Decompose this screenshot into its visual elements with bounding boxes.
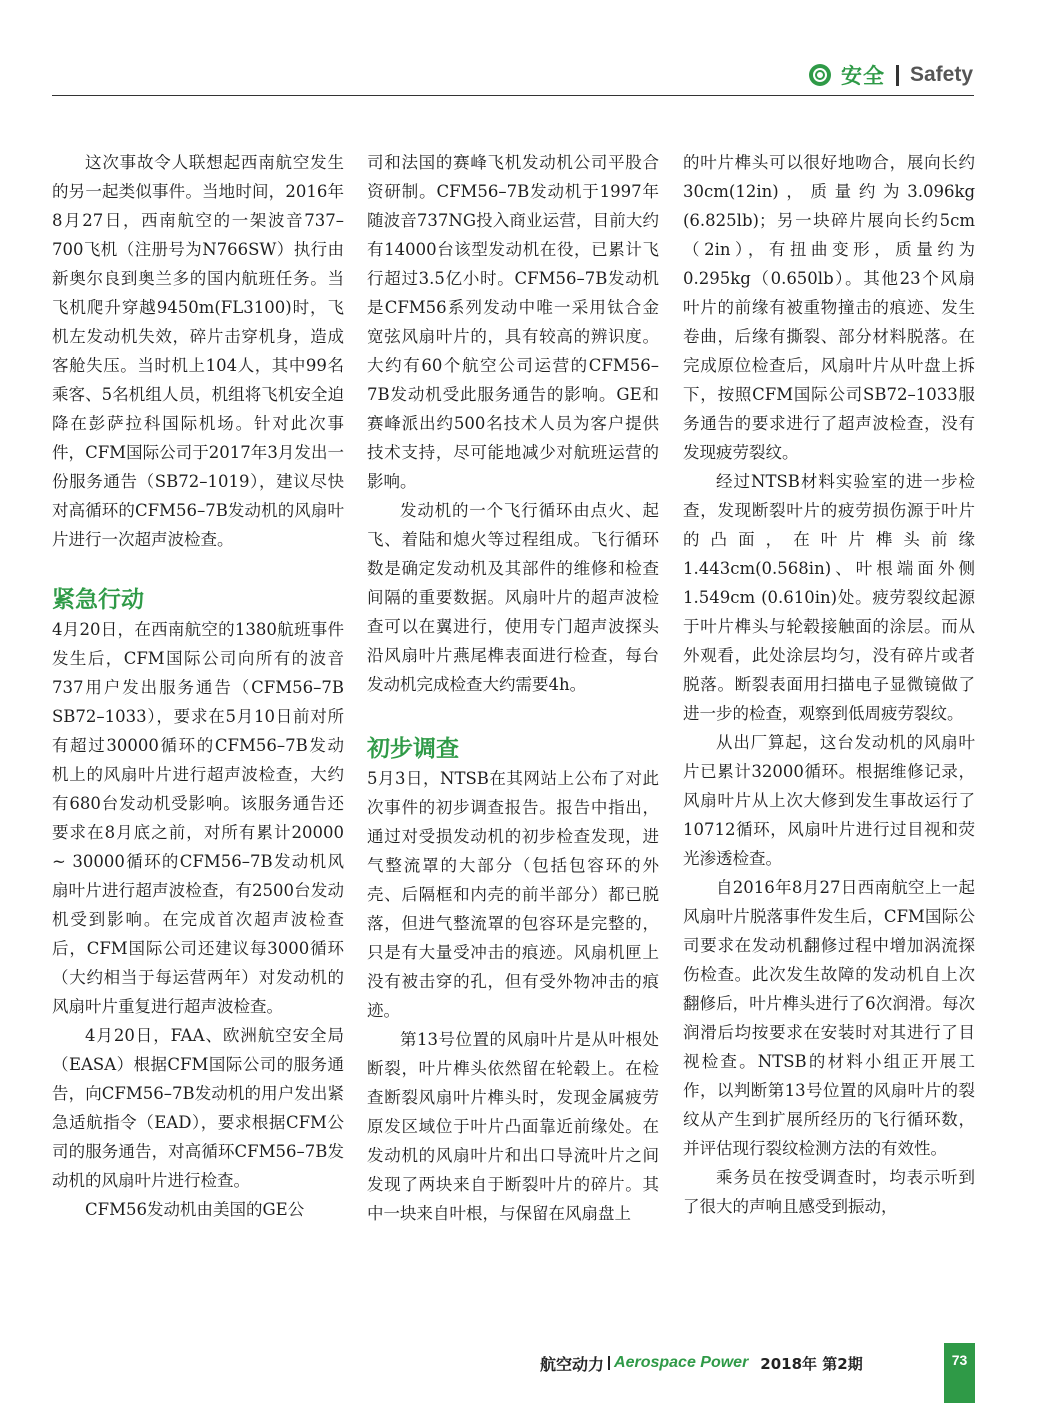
paragraph: 这次事故令人联想起西南航空发生的另一起类似事件。当地时间，2016年8月27日，西南航空的一架波音737–700飞机（注册号为N766SW）执行由新奥尔良到奥兰多的国内航班任务。当飞机爬升穿越9450m(FL3100)时，飞机左发动机失效，碎片击穿机身，造成客舱失压。当时机上104人，其中99名乘客、5名机组人员，机组将飞机安全迫降在彭萨拉科国际机场。针对此次事件，CFM国际公司于2017年3月发出一份服务通告（SB72–1019），建议尽快对高循环的CFM56–7B发动机的风扇叶片进行一次超声波检查。 bbox=[52, 153, 344, 549]
paragraph: 从出厂算起，这台发动机的风扇叶片已累计32000循环。根据维修记录，风扇叶片从上次大修到发生事故运行了10712循环，风扇叶片进行过目视和荧光渗透检查。 bbox=[683, 733, 975, 868]
section-heading-preliminary-investigation: 初步调查 bbox=[367, 736, 459, 762]
paragraph: 经过NTSB材料实验室的进一步检查，发现断裂叶片的疲劳损伤源于叶片的凸面，在叶片榫头前缘1.443cm(0.568in)、叶根端面外侧1.549cm (0.610in)处。疲劳裂纹起源于叶片榫头与轮毂接触面的涂层。而从外观看，此处涂层均匀，没有碎片或者脱落。断裂表面用扫描电子显微镜做了进一步的检查，观察到低周疲劳裂纹。 bbox=[683, 472, 975, 723]
section-header bbox=[809, 60, 973, 90]
paragraph: 自2016年8月27日西南航空上一起风扇叶片脱落事件发生后，CFM国际公司要求在发动机翻修过程中增加涡流探伤检查。此次发生故障的发动机自上次翻修后，叶片榫头进行了6次润滑。每次润滑后均按要求在安装时对其进行了目视检查。NTSB的材料小组正开展工作，以判断第13号位置的风扇叶片的裂纹从产生到扩展所经历的飞行循环数，并评估现行裂纹检测方法的有效性。 bbox=[683, 878, 975, 1158]
header-rule bbox=[52, 95, 974, 96]
section-title-en: Safety bbox=[909, 63, 973, 86]
section-title-cn: 安全 bbox=[840, 64, 885, 88]
paragraph: 5月3日，NTSB在其网站上公布了对此次事件的初步调查报告。报告中指出，通过对受损发动机的初步检查发现，进气整流罩的大部分（包括包容环的外壳、后隔框和内壳的前半部分）都已脱落，但进气整流罩的包容环是完整的，只是有大量受冲击的痕迹。风扇机匣上没有被击穿的孔，但有受外物冲击的痕迹。 bbox=[367, 769, 659, 1020]
paragraph: 4月20日，FAA、欧洲航空安全局（EASA）根据CFM国际公司的服务通告，向CFM56–7B发动机的用户发出紧急适航指令（EAD），要求根据CFM公司的服务通告，对高循环CFM56–7B发动机的风扇叶片进行检查。 bbox=[52, 1026, 344, 1190]
section-divider bbox=[896, 65, 899, 86]
paragraph: CFM56发动机由美国的GE公 bbox=[85, 1200, 305, 1219]
issue-label: 2018年 第2期 bbox=[760, 1354, 863, 1373]
paragraph: 发动机的一个飞行循环由点火、起飞、着陆和熄火等过程组成。飞行循环数是确定发动机及其部件的维修和检查间隔的重要数据。风扇叶片的超声波检查可以在翼进行，使用专门超声波探头沿风扇叶片燕尾榫表面进行检查，每台发动机完成检查大约需要4h。 bbox=[367, 501, 659, 694]
journal-name-cn: 航空动力 bbox=[540, 1354, 605, 1374]
text-column-3 bbox=[683, 148, 975, 1221]
paragraph: 乘务员在按受调查时，均表示听到了很大的声响且感受到振动， bbox=[683, 1168, 975, 1216]
text-column-2 bbox=[367, 148, 659, 1228]
journal-footer bbox=[540, 1350, 863, 1376]
journal-name-en: Aerospace Power bbox=[614, 1354, 749, 1371]
paragraph: 司和法国的赛峰飞机发动机公司平股合资研制。CFM56–7B发动机于1997年随波音737NG投入商业运营，目前大约有14000台该型发动机在役，已累计飞行超过3.5亿小时。CFM56–7B发动机是CFM56系列发动中唯一采用钛合金宽弦风扇叶片的，具有较高的辨识度。大约有60个航空公司运营的CFM56–7B发动机受此服务通告的影响。GE和赛峰派出约500名技术人员为客户提供技术支持，尽可能地减少对航班运营的影响。 bbox=[367, 153, 659, 491]
paragraph: 第13号位置的风扇叶片是从叶根处断裂，叶片榫头依然留在轮毂上。在检查断裂风扇叶片榫头时，发现金属疲劳原发区域位于叶片凸面靠近前缘处。在发动机的风扇叶片和出口导流叶片之间发现了两块来自于断裂叶片的碎片。其中一块来自叶根，与保留在风扇盘上 bbox=[367, 1030, 659, 1223]
journal-divider bbox=[608, 1356, 610, 1370]
text-column-1 bbox=[52, 148, 344, 1224]
section-heading-emergency-action: 紧急行动 bbox=[52, 587, 144, 613]
section-emblem-icon bbox=[809, 64, 831, 86]
page-number: 73 bbox=[944, 1343, 975, 1403]
paragraph: 4月20日，在西南航空的1380航班事件发生后，CFM国际公司向所有的波音737用户发出服务通告（CFM56–7B SB72–1033），要求在5月10日前对所有超过30000循环的CFM56–7B发动机上的风扇叶片进行超声波检查，大约有680台发动机受影响。该服务通告还要求在8月底之前，对所有累计20000 ~ 30000循环的CFM56–7B发动机风扇叶片进行超声波检查，有2500台发动机受到影响。在完成首次超声波检查后，CFM国际公司还建议每3000循环（大约相当于每运营两年）对发动机的风扇叶片重复进行超声波检查。 bbox=[52, 620, 344, 1016]
paragraph: 的叶片榫头可以很好地吻合，展向长约30cm(12in)，质量约为3.096kg (6.825lb)；另一块碎片展向长约5cm（2in），有扭曲变形，质量约为0.295kg（0.650lb）。其他23个风扇叶片的前缘有被重物撞击的痕迹、发生卷曲，后缘有撕裂、部分材料脱落。在完成原位检查后，风扇叶片从叶盘上拆下，按照CFM国际公司SB72–1033服务通告的要求进行了超声波检查，没有发现疲劳裂纹。 bbox=[683, 153, 975, 462]
